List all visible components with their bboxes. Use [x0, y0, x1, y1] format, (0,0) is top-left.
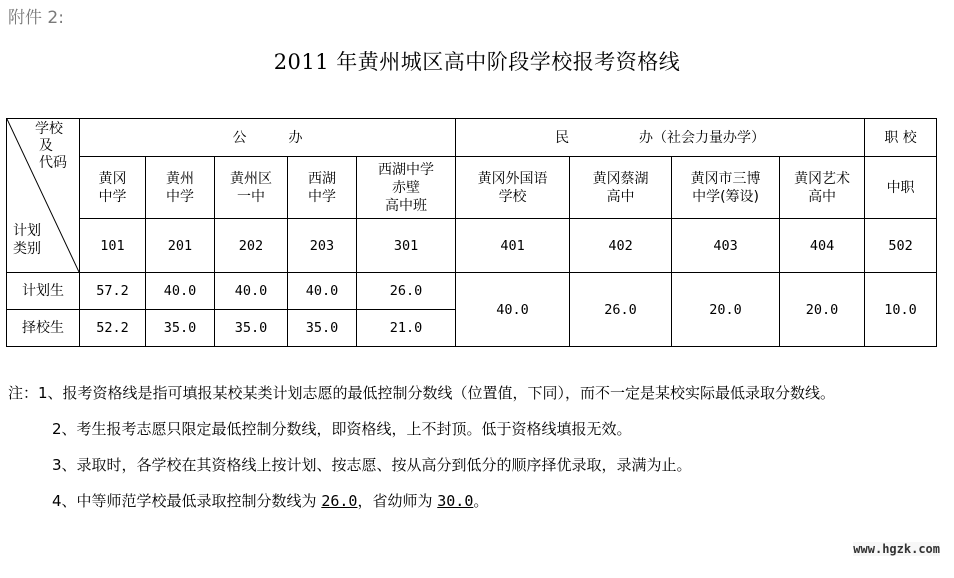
school-name: 黄州 中学	[146, 157, 215, 219]
header-corner-cell	[7, 119, 80, 273]
school-name: 黄冈外国语 学校	[456, 157, 570, 219]
score-cell: 35.0	[288, 310, 357, 347]
school-name: 西湖中学 赤壁 高中班	[357, 157, 456, 219]
row-label-plan: 计划生	[7, 273, 80, 310]
watermark: www.hgzk.com	[853, 542, 940, 556]
preschool-score: 30.0	[437, 492, 474, 510]
group-vocational: 职 校	[865, 119, 937, 157]
score-cell-merged: 40.0	[456, 273, 570, 347]
school-code: 502	[865, 219, 937, 273]
school-code: 201	[146, 219, 215, 273]
score-cell: 21.0	[357, 310, 456, 347]
corner-top-label: 学校 及 代码	[35, 121, 67, 171]
qualification-table	[6, 118, 937, 347]
note-4: 4、中等师范学校最低录取控制分数线为 26.0，省幼师为 30.0。	[52, 492, 489, 510]
score-cell-merged: 26.0	[570, 273, 672, 347]
school-code: 404	[780, 219, 865, 273]
school-name: 中职	[865, 157, 937, 219]
page-title: 2011 年黄州城区高中阶段学校报考资格线	[273, 50, 681, 74]
attachment-label: 附件 2:	[8, 8, 64, 28]
school-code: 202	[215, 219, 288, 273]
score-cell: 35.0	[215, 310, 288, 347]
score-cell: 52.2	[80, 310, 146, 347]
notes-section	[8, 378, 948, 516]
school-code: 401	[456, 219, 570, 273]
school-code: 301	[357, 219, 456, 273]
score-cell: 35.0	[146, 310, 215, 347]
score-cell: 40.0	[215, 273, 288, 310]
normal-school-score: 26.0	[321, 492, 358, 510]
corner-bottom-label: 计划 类别	[13, 223, 41, 257]
note-1: 注：1、报考资格线是指可填报某校某类计划志愿的最低控制分数线（位置值，下同），而不一定是某校实际最低录取分数线。	[8, 384, 836, 402]
score-cell-merged: 20.0	[780, 273, 865, 347]
score-cell: 26.0	[357, 273, 456, 310]
school-code: 403	[672, 219, 780, 273]
school-code: 402	[570, 219, 672, 273]
school-name: 黄州区 一中	[215, 157, 288, 219]
school-code: 203	[288, 219, 357, 273]
school-name: 西湖 中学	[288, 157, 357, 219]
school-name: 黄冈 中学	[80, 157, 146, 219]
score-cell-merged: 10.0	[865, 273, 937, 347]
group-public: 公 办	[80, 119, 456, 157]
note-3: 3、录取时，各学校在其资格线上按计划、按志愿、按从高分到低分的顺序择优录取，录满为止。	[52, 456, 692, 474]
school-name: 黄冈蔡湖 高中	[570, 157, 672, 219]
score-cell: 40.0	[146, 273, 215, 310]
school-name: 黄冈艺术 高中	[780, 157, 865, 219]
group-private: 民 办（社会力量办学）	[456, 119, 865, 157]
school-code: 101	[80, 219, 146, 273]
note-2: 2、考生报考志愿只限定最低控制分数线，即资格线，上不封顶。低于资格线填报无效。	[52, 420, 632, 438]
score-cell-merged: 20.0	[672, 273, 780, 347]
row-label-choice: 择校生	[7, 310, 80, 347]
score-cell: 57.2	[80, 273, 146, 310]
school-name: 黄冈市三博 中学(筹设)	[672, 157, 780, 219]
score-cell: 40.0	[288, 273, 357, 310]
